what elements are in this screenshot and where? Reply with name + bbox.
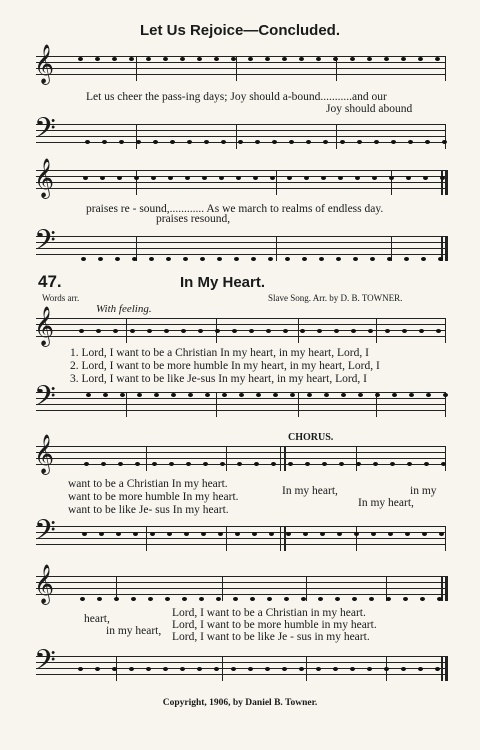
words-credit: Words arr. <box>42 293 80 303</box>
notehead <box>323 140 328 144</box>
notehead <box>408 140 413 144</box>
notehead <box>282 57 287 61</box>
notehead <box>231 57 236 61</box>
notehead <box>86 393 91 397</box>
notehead <box>335 597 340 601</box>
notehead <box>333 667 338 671</box>
lyrics-line: praises re - sound,............ As we march to realms of endless day. <box>86 203 384 215</box>
notehead <box>168 176 173 180</box>
notehead <box>351 329 356 333</box>
notehead <box>119 140 124 144</box>
notehead <box>354 532 359 536</box>
notehead <box>78 667 83 671</box>
notehead <box>167 532 172 536</box>
notehead <box>299 57 304 61</box>
notehead <box>249 329 254 333</box>
notehead <box>272 140 277 144</box>
notehead <box>282 667 287 671</box>
notehead <box>440 176 445 180</box>
notehead <box>81 257 86 261</box>
notehead <box>338 176 343 180</box>
notehead <box>180 667 185 671</box>
notehead <box>197 667 202 671</box>
notehead <box>95 667 100 671</box>
notehead <box>390 462 395 466</box>
notehead <box>322 462 327 466</box>
notehead <box>146 667 151 671</box>
notehead <box>374 140 379 144</box>
notehead <box>285 257 290 261</box>
notehead <box>165 597 170 601</box>
notehead <box>283 329 288 333</box>
notehead <box>384 57 389 61</box>
notehead <box>231 667 236 671</box>
notehead <box>255 140 260 144</box>
notehead <box>185 176 190 180</box>
notehead <box>317 329 322 333</box>
hymn-title: In My Heart. <box>180 274 266 291</box>
notehead <box>350 57 355 61</box>
notehead <box>115 257 120 261</box>
notehead <box>337 532 342 536</box>
notehead <box>256 393 261 397</box>
notehead <box>403 597 408 601</box>
notehead <box>214 57 219 61</box>
notehead <box>290 393 295 397</box>
notehead <box>97 597 102 601</box>
notehead <box>288 462 293 466</box>
chorus-label: CHORUS. <box>288 432 334 443</box>
notehead <box>148 597 153 601</box>
notehead <box>166 257 171 261</box>
notehead <box>100 176 105 180</box>
notehead <box>154 393 159 397</box>
notehead <box>114 597 119 601</box>
notehead <box>112 667 117 671</box>
notehead <box>352 597 357 601</box>
notehead <box>96 329 101 333</box>
notehead <box>301 597 306 601</box>
page-title: Let Us Rejoice—Concluded. <box>139 22 341 39</box>
treble-clef-icon: 𝄞 <box>34 160 55 197</box>
tempo-marking: With feeling. <box>96 303 152 315</box>
notehead <box>370 257 375 261</box>
notehead <box>216 597 221 601</box>
notehead <box>137 393 142 397</box>
bass-clef-icon: 𝄢 <box>34 646 56 683</box>
notehead <box>197 57 202 61</box>
notehead <box>153 140 158 144</box>
notehead <box>266 329 271 333</box>
chorus-lyric: In my heart, <box>282 485 338 497</box>
notehead <box>254 462 259 466</box>
notehead <box>418 667 423 671</box>
final-lyric-left: heart, <box>84 613 110 625</box>
notehead <box>389 176 394 180</box>
notehead <box>437 597 442 601</box>
notehead <box>252 532 257 536</box>
notehead <box>442 140 447 144</box>
notehead <box>384 667 389 671</box>
notehead <box>134 176 139 180</box>
notehead <box>99 532 104 536</box>
notehead <box>438 257 443 261</box>
verse-cont-3: want to be like Je- sus In my heart. <box>68 504 229 516</box>
notehead <box>421 257 426 261</box>
notehead <box>147 329 152 333</box>
notehead <box>307 393 312 397</box>
notehead <box>98 257 103 261</box>
notehead <box>184 532 189 536</box>
notehead <box>405 532 410 536</box>
notehead <box>150 532 155 536</box>
notehead <box>316 57 321 61</box>
lyrics-line: Let us cheer the pass-ing days; Joy should a-bound...........and our <box>86 91 387 103</box>
notehead <box>287 176 292 180</box>
notehead <box>420 597 425 601</box>
notehead <box>82 532 87 536</box>
notehead <box>163 667 168 671</box>
notehead <box>334 329 339 333</box>
notehead <box>118 462 123 466</box>
notehead <box>163 57 168 61</box>
notehead <box>371 532 376 536</box>
notehead <box>318 597 323 601</box>
notehead <box>152 462 157 466</box>
notehead <box>300 329 305 333</box>
notehead <box>237 462 242 466</box>
notehead <box>443 393 448 397</box>
notehead <box>171 393 176 397</box>
notehead <box>112 57 117 61</box>
final-line-1: Lord, I want to be a Christian in my heart. <box>172 607 366 619</box>
notehead <box>218 532 223 536</box>
notehead <box>406 176 411 180</box>
notehead <box>78 57 83 61</box>
notehead <box>113 329 118 333</box>
notehead <box>418 57 423 61</box>
chorus-lyric: in my <box>410 485 437 497</box>
notehead <box>299 667 304 671</box>
staff-bass <box>34 516 446 553</box>
treble-clef-icon: 𝄞 <box>34 46 55 83</box>
notehead <box>221 140 226 144</box>
notehead <box>435 57 440 61</box>
bass-clef-icon: 𝄢 <box>34 382 56 419</box>
notehead <box>239 393 244 397</box>
notehead <box>170 140 175 144</box>
notehead <box>386 597 391 601</box>
notehead <box>220 462 225 466</box>
notehead <box>273 393 278 397</box>
notehead <box>401 667 406 671</box>
notehead <box>372 176 377 180</box>
bass-clef-icon: 𝄢 <box>34 114 56 151</box>
notehead <box>85 140 90 144</box>
staff-bass <box>34 382 446 419</box>
verse-2: 2. Lord, I want to be more humble In my heart, in my heart, Lord, I <box>70 360 380 372</box>
staff-bass <box>34 226 446 263</box>
final-line-2: Lord, I want to be more humble in my heart. <box>172 619 377 631</box>
notehead <box>270 176 275 180</box>
notehead <box>355 176 360 180</box>
notehead <box>306 140 311 144</box>
notehead <box>316 667 321 671</box>
bass-clef-icon: 𝄢 <box>34 226 56 263</box>
notehead <box>439 532 444 536</box>
notehead <box>435 667 440 671</box>
notehead <box>303 532 308 536</box>
notehead <box>251 257 256 261</box>
notehead <box>217 257 222 261</box>
notehead <box>169 462 174 466</box>
notehead <box>324 393 329 397</box>
notehead <box>233 597 238 601</box>
notehead <box>305 462 310 466</box>
notehead <box>79 329 84 333</box>
notehead <box>423 176 428 180</box>
notehead <box>358 393 363 397</box>
notehead <box>388 532 393 536</box>
notehead <box>132 257 137 261</box>
notehead <box>130 329 135 333</box>
notehead <box>186 462 191 466</box>
notehead <box>267 597 272 601</box>
notehead <box>187 140 192 144</box>
notehead <box>95 57 100 61</box>
notehead <box>80 597 85 601</box>
lyrics-line-alt: praises resound, <box>156 213 231 225</box>
notehead <box>214 667 219 671</box>
notehead <box>198 329 203 333</box>
treble-clef-icon: 𝄞 <box>34 436 55 473</box>
notehead <box>286 532 291 536</box>
notehead <box>424 462 429 466</box>
notehead <box>120 393 125 397</box>
notehead <box>265 57 270 61</box>
staff-bass <box>34 646 446 683</box>
notehead <box>203 462 208 466</box>
notehead <box>319 257 324 261</box>
notehead <box>304 176 309 180</box>
hymn-number: 47. <box>38 272 62 291</box>
verse-1: 1. Lord, I want to be a Christian In my heart, in my heart, Lord, I <box>70 347 369 359</box>
music-credit: Slave Song. Arr. by D. B. TOWNER. <box>268 293 403 303</box>
notehead <box>373 462 378 466</box>
notehead <box>367 57 372 61</box>
notehead <box>404 257 409 261</box>
notehead <box>164 329 169 333</box>
notehead <box>422 532 427 536</box>
notehead <box>129 57 134 61</box>
notehead <box>215 329 220 333</box>
notehead <box>340 140 345 144</box>
notehead <box>426 393 431 397</box>
notehead <box>204 140 209 144</box>
notehead <box>232 329 237 333</box>
notehead <box>320 532 325 536</box>
notehead <box>353 257 358 261</box>
notehead <box>333 57 338 61</box>
notehead <box>409 393 414 397</box>
treble-clef-icon: 𝄞 <box>34 308 55 345</box>
staff-treble <box>34 566 446 603</box>
staff-treble <box>34 160 446 197</box>
notehead <box>219 176 224 180</box>
notehead <box>83 176 88 180</box>
notehead <box>250 597 255 601</box>
notehead <box>356 462 361 466</box>
notehead <box>133 532 138 536</box>
notehead <box>375 393 380 397</box>
notehead <box>425 140 430 144</box>
notehead <box>202 176 207 180</box>
notehead <box>201 532 206 536</box>
notehead <box>84 462 89 466</box>
notehead <box>182 597 187 601</box>
notehead <box>136 140 141 144</box>
verse-cont-2: want to be more humble In my heart. <box>68 491 239 503</box>
staff-treble <box>34 46 446 83</box>
notehead <box>235 532 240 536</box>
notehead <box>180 57 185 61</box>
notehead <box>419 329 424 333</box>
notehead <box>181 329 186 333</box>
notehead <box>369 597 374 601</box>
notehead <box>402 329 407 333</box>
treble-clef-icon: 𝄞 <box>34 566 55 603</box>
notehead <box>200 257 205 261</box>
notehead <box>135 462 140 466</box>
notehead <box>407 462 412 466</box>
notehead <box>387 257 392 261</box>
notehead <box>205 393 210 397</box>
notehead <box>101 462 106 466</box>
notehead <box>302 257 307 261</box>
notehead <box>336 257 341 261</box>
notehead <box>116 532 121 536</box>
notehead <box>236 176 241 180</box>
notehead <box>436 329 441 333</box>
notehead <box>368 329 373 333</box>
notehead <box>269 532 274 536</box>
notehead <box>248 57 253 61</box>
notehead <box>238 140 243 144</box>
chorus-lyric: In my heart, <box>358 497 414 509</box>
final-lyric-left: in my heart, <box>106 625 162 637</box>
notehead <box>149 257 154 261</box>
notehead <box>441 462 446 466</box>
notehead <box>284 597 289 601</box>
notehead <box>268 257 273 261</box>
notehead <box>199 597 204 601</box>
bass-clef-icon: 𝄢 <box>34 516 56 553</box>
notehead <box>131 597 136 601</box>
lyrics-line-alt: Joy should abound <box>326 103 413 115</box>
notehead <box>367 667 372 671</box>
notehead <box>183 257 188 261</box>
notehead <box>350 667 355 671</box>
notehead <box>357 140 362 144</box>
notehead <box>253 176 258 180</box>
notehead <box>401 57 406 61</box>
notehead <box>248 667 253 671</box>
notehead <box>222 393 227 397</box>
notehead <box>385 329 390 333</box>
notehead <box>271 462 276 466</box>
notehead <box>188 393 193 397</box>
final-line-3: Lord, I want to be like Je - sus in my heart. <box>172 631 370 643</box>
copyright: Copyright, 1906, by Daniel B. Towner. <box>162 698 318 708</box>
notehead <box>289 140 294 144</box>
notehead <box>234 257 239 261</box>
staff-bass <box>34 114 446 151</box>
notehead <box>339 462 344 466</box>
notehead <box>129 667 134 671</box>
verse-cont-1: want to be a Christian In my heart. <box>68 478 228 490</box>
verse-3: 3. Lord, I want to be like Je-sus In my heart, in my heart, Lord, I <box>70 373 368 385</box>
notehead <box>117 176 122 180</box>
notehead <box>102 140 107 144</box>
notehead <box>341 393 346 397</box>
notehead <box>391 140 396 144</box>
notehead <box>321 176 326 180</box>
notehead <box>146 57 151 61</box>
notehead <box>392 393 397 397</box>
notehead <box>265 667 270 671</box>
notehead <box>103 393 108 397</box>
notehead <box>151 176 156 180</box>
